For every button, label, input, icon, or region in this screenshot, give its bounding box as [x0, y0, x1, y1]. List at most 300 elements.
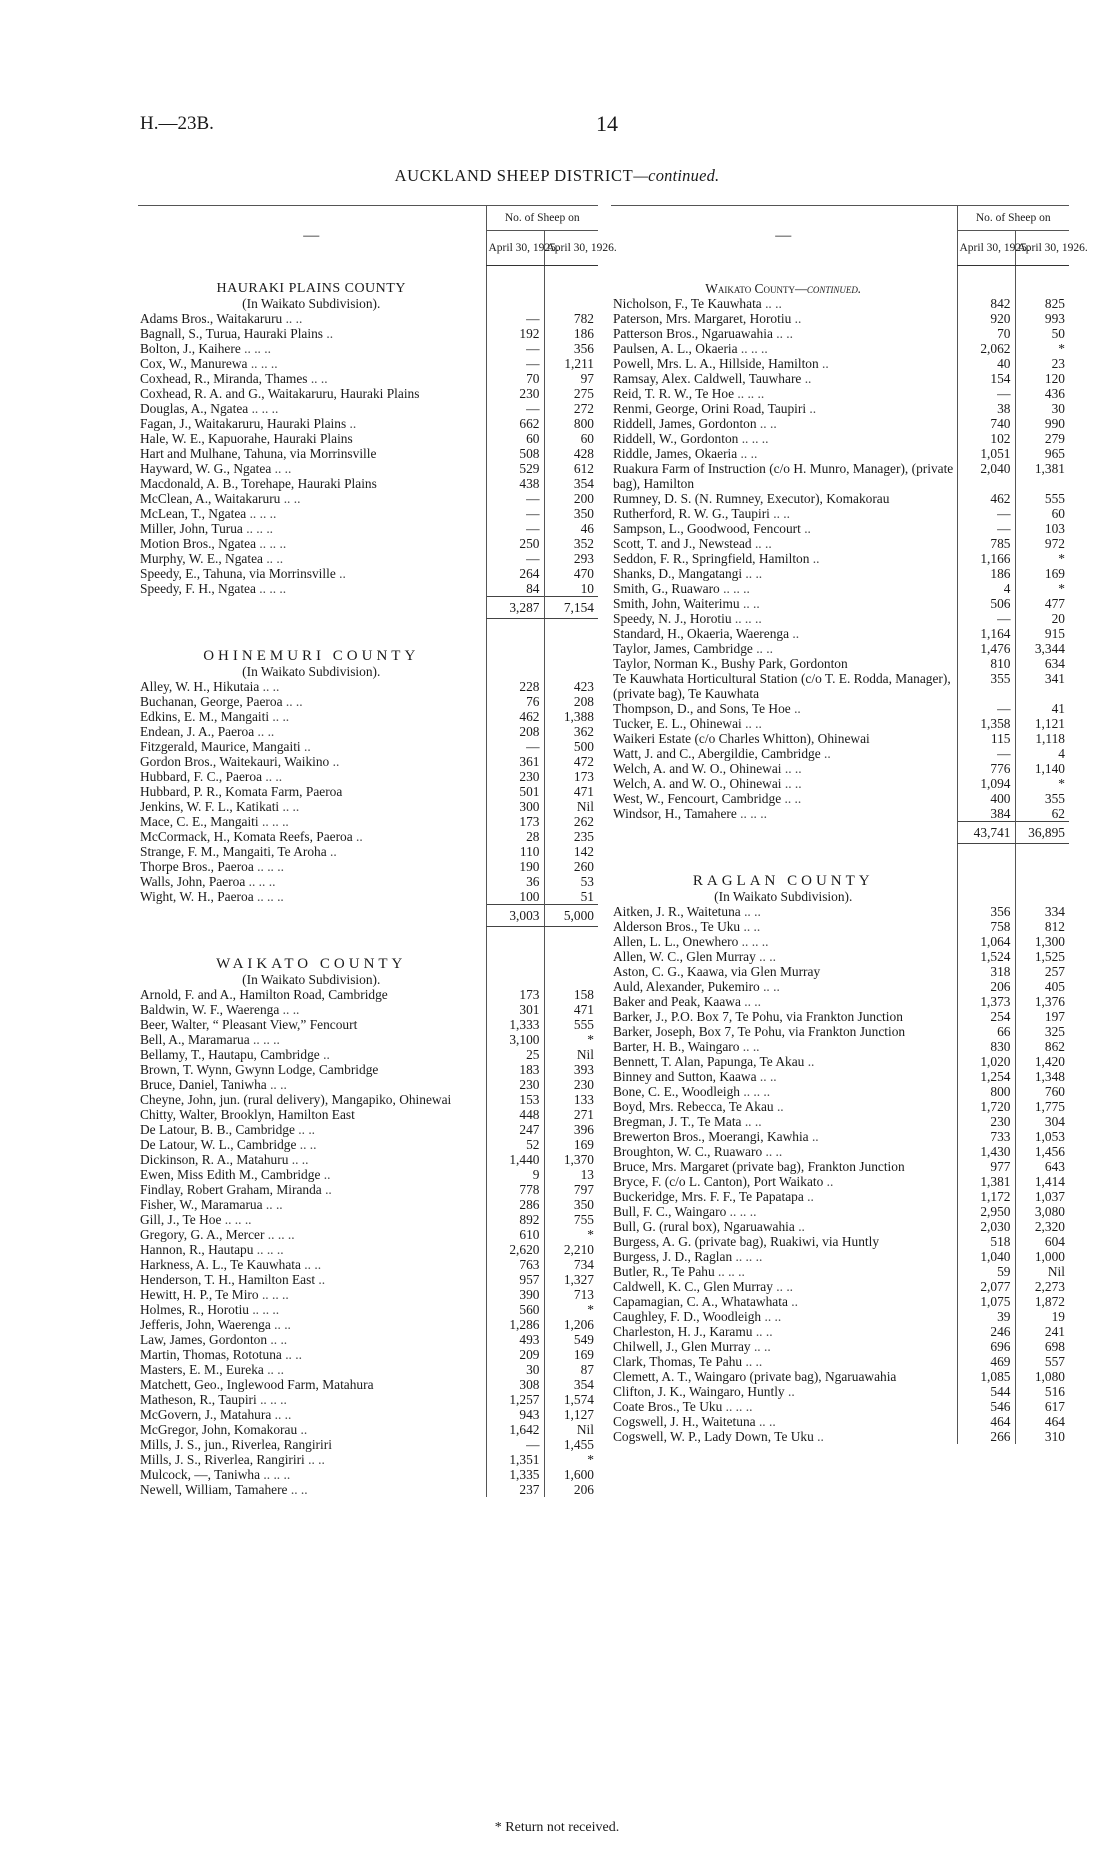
sheep-1926: 4 [1015, 746, 1069, 761]
spacer-row [138, 266, 598, 282]
sheep-1925: 209 [486, 1347, 544, 1362]
sheep-1925: 230 [486, 769, 544, 784]
owner-text: Aitken, J. R., Waitetuna [613, 904, 741, 919]
leader-dots: .. .. [307, 371, 328, 386]
owner-name [611, 1429, 957, 1444]
table-row [611, 791, 1069, 806]
sheep-1926: 555 [544, 1017, 598, 1032]
owner-name [611, 1159, 957, 1174]
spacer [544, 634, 598, 649]
subdivision-label: (In Waikato Subdivision). [242, 296, 381, 311]
sheep-1926: 325 [1015, 1024, 1069, 1039]
leader-dots: .. .. [280, 491, 301, 506]
table-row [138, 1032, 598, 1047]
table-row [611, 919, 1069, 934]
table-row [611, 446, 1069, 461]
sheep-1926: 405 [1015, 979, 1069, 994]
owner-name [138, 987, 486, 1002]
sheep-1925: 1,351 [486, 1452, 544, 1467]
table-row [611, 1114, 1069, 1129]
owner-text: Fisher, W., Maramarua [140, 1197, 263, 1212]
leader-dots: .. .. [741, 1114, 762, 1129]
table-row [611, 506, 1069, 521]
owner-name [611, 746, 957, 761]
spacer [957, 266, 1015, 282]
leader-dots: .. [315, 1272, 326, 1287]
sheep-1926: 158 [544, 987, 598, 1002]
leader-dots: .. .. [740, 919, 761, 934]
table-row [611, 1369, 1069, 1384]
sheep-1926: 734 [544, 1257, 598, 1272]
spacer [957, 844, 1015, 860]
table-row [138, 709, 598, 724]
sheep-1926: 1,872 [1015, 1294, 1069, 1309]
sheep-1925: 1,440 [486, 1152, 544, 1167]
sheep-1925: 2,620 [486, 1242, 544, 1257]
owner-name [138, 1347, 486, 1362]
total-label [138, 905, 486, 927]
sheep-1925: 100 [486, 889, 544, 905]
subdivision-heading [138, 664, 598, 679]
sheep-1925: 1,094 [957, 776, 1015, 791]
owner-text: Hewitt, H. P., Te Miro [140, 1287, 259, 1302]
table-row [611, 1384, 1069, 1399]
owner-text: Seddon, F. R., Springfield, Hamilton [613, 551, 810, 566]
owner-text: Miller, John, Turua [140, 521, 243, 536]
owner-text: Standard, H., Okaeria, Waerenga [613, 626, 790, 641]
sheep-1926: 755 [544, 1212, 598, 1227]
owner-text: Caldwell, K. C., Glen Murray [613, 1279, 773, 1294]
owner-name [138, 709, 486, 724]
sheep-1925: 355 [957, 671, 1015, 701]
leader-dots: .. [789, 626, 800, 641]
leader-dots: .. .. .. [221, 1212, 252, 1227]
sheep-1926: 13 [544, 1167, 598, 1182]
table-row [138, 769, 598, 784]
sheep-1925: 1,172 [957, 1189, 1015, 1204]
county-heading [138, 281, 598, 296]
table-row [138, 874, 598, 889]
sheep-1925: 190 [486, 859, 544, 874]
owner-text: McGregor, John, Komakorau [140, 1422, 298, 1437]
table-row [138, 1377, 598, 1392]
county-heading [138, 649, 598, 664]
spacer [138, 266, 486, 282]
table-row [138, 889, 598, 905]
table-row [138, 521, 598, 536]
sheep-1926: 477 [1015, 596, 1069, 611]
owner-text: Speedy, E., Tahuna, via Morrinsville [140, 566, 336, 581]
table-row [611, 1399, 1069, 1414]
owner-text: Bruce, Daniel, Taniwha [140, 1077, 267, 1092]
sheep-1925: 842 [957, 296, 1015, 311]
owner-name [138, 889, 486, 905]
empty-cell [486, 664, 544, 679]
sheep-1926: 169 [544, 1137, 598, 1152]
sheep-1925: 1,524 [957, 949, 1015, 964]
sheep-1926: 1,456 [1015, 1144, 1069, 1159]
table-row [138, 1452, 598, 1467]
table-row [138, 784, 598, 799]
sheep-1926: 51 [544, 889, 598, 905]
leader-dots: .. .. .. [736, 806, 767, 821]
header-no-of-sheep: No. of Sheep on [957, 206, 1069, 231]
sheep-1926: * [1015, 776, 1069, 791]
sheep-1926: 800 [544, 416, 598, 431]
leader-dots: .. .. [254, 724, 275, 739]
owner-name [138, 416, 486, 431]
spacer-row [138, 942, 598, 957]
table-row [138, 1392, 598, 1407]
leader-dots: .. .. [755, 1414, 776, 1429]
sheep-1926: 500 [544, 739, 598, 754]
owner-text: Charleston, H. J., Karamu [613, 1324, 753, 1339]
leader-dots: .. [804, 1054, 815, 1069]
owner-name [138, 814, 486, 829]
owner-text: Bruce, Mrs. Margaret (private bag), Frankton Junction [613, 1159, 905, 1174]
sheep-1925: 733 [957, 1129, 1015, 1144]
owner-name [611, 994, 957, 1009]
owner-name [138, 739, 486, 754]
owner-name [138, 694, 486, 709]
owner-name [138, 581, 486, 597]
total-1926: 36,895 [1015, 822, 1069, 844]
sheep-1926: 470 [544, 566, 598, 581]
owner-name [611, 1279, 957, 1294]
owner-text: Welch, A. and W. O., Ohinewai [613, 776, 782, 791]
leader-dots: .. .. .. [258, 1287, 289, 1302]
sheep-1925: 1,051 [957, 446, 1015, 461]
owner-name [138, 1197, 486, 1212]
sheep-1925: 66 [957, 1024, 1015, 1039]
leader-dots: .. .. [269, 709, 290, 724]
owner-name [611, 386, 957, 401]
owner-name [138, 1362, 486, 1377]
owner-text: Beer, Walter, “ Pleasant View,” Fencourt [140, 1017, 358, 1032]
owner-name [138, 799, 486, 814]
sheep-1926: 423 [544, 679, 598, 694]
table-row [611, 776, 1069, 791]
sheep-1925: — [486, 1437, 544, 1452]
sheep-1925: 400 [957, 791, 1015, 806]
owner-name [611, 341, 957, 356]
leader-dots: .. .. .. [247, 356, 278, 371]
sheep-1926: 173 [544, 769, 598, 784]
sheep-1925: 9 [486, 1167, 544, 1182]
table-row [611, 326, 1069, 341]
owner-text: Bryce, F. (c/o L. Canton), Port Waikato [613, 1174, 824, 1189]
table-row [138, 1257, 598, 1272]
leader-dots: .. .. [772, 326, 793, 341]
sheep-1926: * [544, 1302, 598, 1317]
header-dash: — [138, 206, 486, 266]
sheep-1926: 257 [1015, 964, 1069, 979]
sheep-1926: 612 [544, 461, 598, 476]
sheep-1926: 1,574 [544, 1392, 598, 1407]
owner-name [611, 1264, 957, 1279]
table-row [611, 521, 1069, 536]
owner-name [138, 1062, 486, 1077]
sheep-1926: 262 [544, 814, 598, 829]
owner-text: Matchett, Geo., Inglewood Farm, Matahura [140, 1377, 374, 1392]
owner-text: Newell, William, Tamahere [140, 1482, 288, 1497]
sheep-1925: 448 [486, 1107, 544, 1122]
table-row [138, 1047, 598, 1062]
sheep-1925: 518 [957, 1234, 1015, 1249]
sheep-1925: 506 [957, 596, 1015, 611]
owner-text: Windsor, H., Tamahere [613, 806, 737, 821]
table-row [611, 1354, 1069, 1369]
right-table [611, 205, 1088, 1444]
total-row [138, 905, 598, 927]
sheep-1926: 133 [544, 1092, 598, 1107]
sheep-1926: 142 [544, 844, 598, 859]
leader-dots: .. [808, 1129, 819, 1144]
owner-name [611, 1069, 957, 1084]
owner-text: Arnold, F. and A., Hamilton Road, Cambridge [140, 987, 388, 1002]
sheep-1926: 617 [1015, 1399, 1069, 1414]
county-name [138, 649, 486, 664]
leader-dots: .. .. [263, 1362, 284, 1377]
sheep-1925: 830 [957, 1039, 1015, 1054]
total-row [611, 822, 1069, 844]
owner-text: Patterson Bros., Ngaruawahia [613, 326, 773, 341]
owner-text: Bell, A., Maramarua [140, 1032, 250, 1047]
owner-name [138, 679, 486, 694]
sheep-1926: 62 [1015, 806, 1069, 822]
sheep-1925: 390 [486, 1287, 544, 1302]
table-row [611, 1249, 1069, 1264]
sheep-1926: 1,127 [544, 1407, 598, 1422]
sheep-1926: 350 [544, 1197, 598, 1212]
sheep-1926: 1,370 [544, 1152, 598, 1167]
sheep-1925: — [957, 386, 1015, 401]
sheep-1925: 544 [957, 1384, 1015, 1399]
owner-name [611, 1249, 957, 1264]
sheep-1926: * [544, 1452, 598, 1467]
sheep-1926: 169 [544, 1347, 598, 1362]
table-row [138, 1227, 598, 1242]
leader-dots: .. .. [751, 536, 772, 551]
leader-dots: .. .. [752, 641, 773, 656]
table-row [138, 446, 598, 461]
owner-name [611, 551, 957, 566]
sheep-1926: 354 [544, 1377, 598, 1392]
sheep-1925: 1,430 [957, 1144, 1015, 1159]
owner-text: Bolton, J., Kaihere [140, 341, 241, 356]
sheep-1926: 1,300 [1015, 934, 1069, 949]
sheep-1926: 356 [544, 341, 598, 356]
owner-text: Renmi, George, Orini Road, Taupiri [613, 401, 807, 416]
leader-dots: .. .. .. [732, 1249, 763, 1264]
owner-text: Clemett, A. T., Waingaro (private bag), Ngaruawahia [613, 1369, 897, 1384]
table-row [138, 844, 598, 859]
table-row [138, 724, 598, 739]
owner-text: Hart and Mulhane, Tahuna, via Morrinsville [140, 446, 377, 461]
leader-dots: .. .. [262, 769, 283, 784]
sheep-1925: 228 [486, 679, 544, 694]
table-row [138, 341, 598, 356]
owner-name [611, 1054, 957, 1069]
sheep-1926: 1,206 [544, 1317, 598, 1332]
sheep-1926: 760 [1015, 1084, 1069, 1099]
table-row [611, 1294, 1069, 1309]
left-table [138, 205, 617, 1497]
table-row [138, 799, 598, 814]
leader-dots: .. [326, 844, 337, 859]
sheep-1926: 23 [1015, 356, 1069, 371]
sheep-1926: 1,000 [1015, 1249, 1069, 1264]
sheep-1925: 247 [486, 1122, 544, 1137]
table-row [138, 1362, 598, 1377]
sheep-1925: 800 [957, 1084, 1015, 1099]
sheep-1925: 28 [486, 829, 544, 844]
sheep-1925: 977 [957, 1159, 1015, 1174]
owner-text: Reid, T. R. W., Te Hoe [613, 386, 735, 401]
county-title: OHINEMURI COUNTY [203, 648, 420, 664]
table-row [138, 1107, 598, 1122]
table-row [611, 1219, 1069, 1234]
leader-dots: .. .. .. [248, 1302, 280, 1317]
table-row [138, 581, 598, 597]
spacer [486, 619, 544, 635]
leader-dots: .. .. [282, 311, 303, 326]
sheep-1926: * [1015, 341, 1069, 356]
owner-text: Murphy, W. E., Ngatea [140, 551, 263, 566]
owner-name [611, 791, 957, 806]
owner-text: Rutherford, R. W. G., Taupiri [613, 506, 770, 521]
leader-dots: .. .. [294, 1122, 316, 1137]
sheep-1925: 76 [486, 694, 544, 709]
sheep-1925: 1,373 [957, 994, 1015, 1009]
table-row [138, 476, 598, 491]
table-row [138, 1242, 598, 1257]
owner-text: Allen, L. L., Onewhero [613, 934, 739, 949]
sheep-1925: 3,100 [486, 1032, 544, 1047]
owner-name [138, 1182, 486, 1197]
owner-name [611, 356, 957, 371]
leader-dots: .. [809, 551, 820, 566]
sheep-1925: 438 [486, 476, 544, 491]
sheep-1926: 260 [544, 859, 598, 874]
subdivision-heading [138, 972, 598, 987]
owner-name [138, 1377, 486, 1392]
owner-name [138, 829, 486, 844]
sheep-1926: 350 [544, 506, 598, 521]
owner-name [138, 536, 486, 551]
owner-text: Clifton, J. K., Waingaro, Huntly [613, 1384, 785, 1399]
sheep-1926: 10 [544, 581, 598, 597]
sheep-1925: 508 [486, 446, 544, 461]
owner-name [611, 671, 957, 701]
sheep-1925: 1,166 [957, 551, 1015, 566]
owner-name [138, 491, 486, 506]
owner-name [611, 934, 957, 949]
empty-cell [544, 649, 598, 664]
table-row [138, 1062, 598, 1077]
owner-name [138, 769, 486, 784]
sheep-1926: 634 [1015, 656, 1069, 671]
spacer [544, 266, 598, 282]
empty-cell [1015, 281, 1069, 296]
sheep-1926: Nil [544, 799, 598, 814]
table-row [611, 371, 1069, 386]
empty-cell [486, 281, 544, 296]
owner-name [611, 596, 957, 611]
sheep-1925: 173 [486, 814, 544, 829]
leader-dots: .. .. [262, 551, 284, 566]
table-row [138, 491, 598, 506]
owner-name [138, 1332, 486, 1347]
table-row [611, 536, 1069, 551]
owner-text: Broughton, W. C., Ruawaro [613, 1144, 763, 1159]
sheep-1925: 763 [486, 1257, 544, 1272]
owner-name [138, 1047, 486, 1062]
table-row [611, 904, 1069, 919]
leader-dots: .. [818, 356, 829, 371]
owner-name [611, 949, 957, 964]
sheep-1925: 1,257 [486, 1392, 544, 1407]
owner-name [138, 1122, 486, 1137]
sheep-1925: 529 [486, 461, 544, 476]
owner-text: Scott, T. and J., Newstead [613, 536, 752, 551]
owner-name [611, 701, 957, 716]
owner-name [611, 311, 957, 326]
sheep-1925: 2,062 [957, 341, 1015, 356]
header-1925: April 30, 1925. [957, 231, 1015, 266]
sheep-1925: 1,333 [486, 1017, 544, 1032]
leader-dots: .. .. .. [253, 1242, 284, 1257]
owner-name [138, 1077, 486, 1092]
empty-cell [544, 957, 598, 972]
sheep-1926: 1,381 [1015, 461, 1069, 491]
owner-name [611, 1129, 957, 1144]
spacer [611, 844, 957, 860]
owner-name [611, 979, 957, 994]
owner-text: Cogswell, J. H., Waitetuna [613, 1414, 756, 1429]
owner-name [138, 1107, 486, 1122]
empty-cell [1015, 874, 1069, 889]
owner-text: Mills, J. S., Riverlea, Rangiriri [140, 1452, 305, 1467]
sheep-1926: 352 [544, 536, 598, 551]
leader-dots: .. [791, 311, 802, 326]
county-title: Waikato County [705, 281, 795, 296]
owner-name [138, 1407, 486, 1422]
owner-text: Auld, Alexander, Pukemiro [613, 979, 760, 994]
sheep-1925: — [486, 311, 544, 326]
owner-text: Speedy, N. J., Horotiu [613, 611, 732, 626]
table-row [611, 596, 1069, 611]
spacer [544, 942, 598, 957]
sheep-1925: 957 [486, 1272, 544, 1287]
owner-name [138, 461, 486, 476]
leader-dots: .. .. [742, 566, 763, 581]
table-row [611, 806, 1069, 822]
sheep-1926: 604 [1015, 1234, 1069, 1249]
owner-text: Taylor, James, Cambridge [613, 641, 753, 656]
owner-text: Riddell, W., Gordonton [613, 431, 739, 446]
sheep-1926: 20 [1015, 611, 1069, 626]
leader-dots: .. .. [755, 949, 776, 964]
owner-name [611, 296, 957, 311]
owner-name [138, 1152, 486, 1167]
owner-name [611, 371, 957, 386]
owner-name [611, 1144, 957, 1159]
leader-dots: .. [297, 1422, 308, 1437]
table-row [138, 754, 598, 769]
table-row [138, 326, 598, 341]
sheep-1926: 1,455 [544, 1437, 598, 1452]
